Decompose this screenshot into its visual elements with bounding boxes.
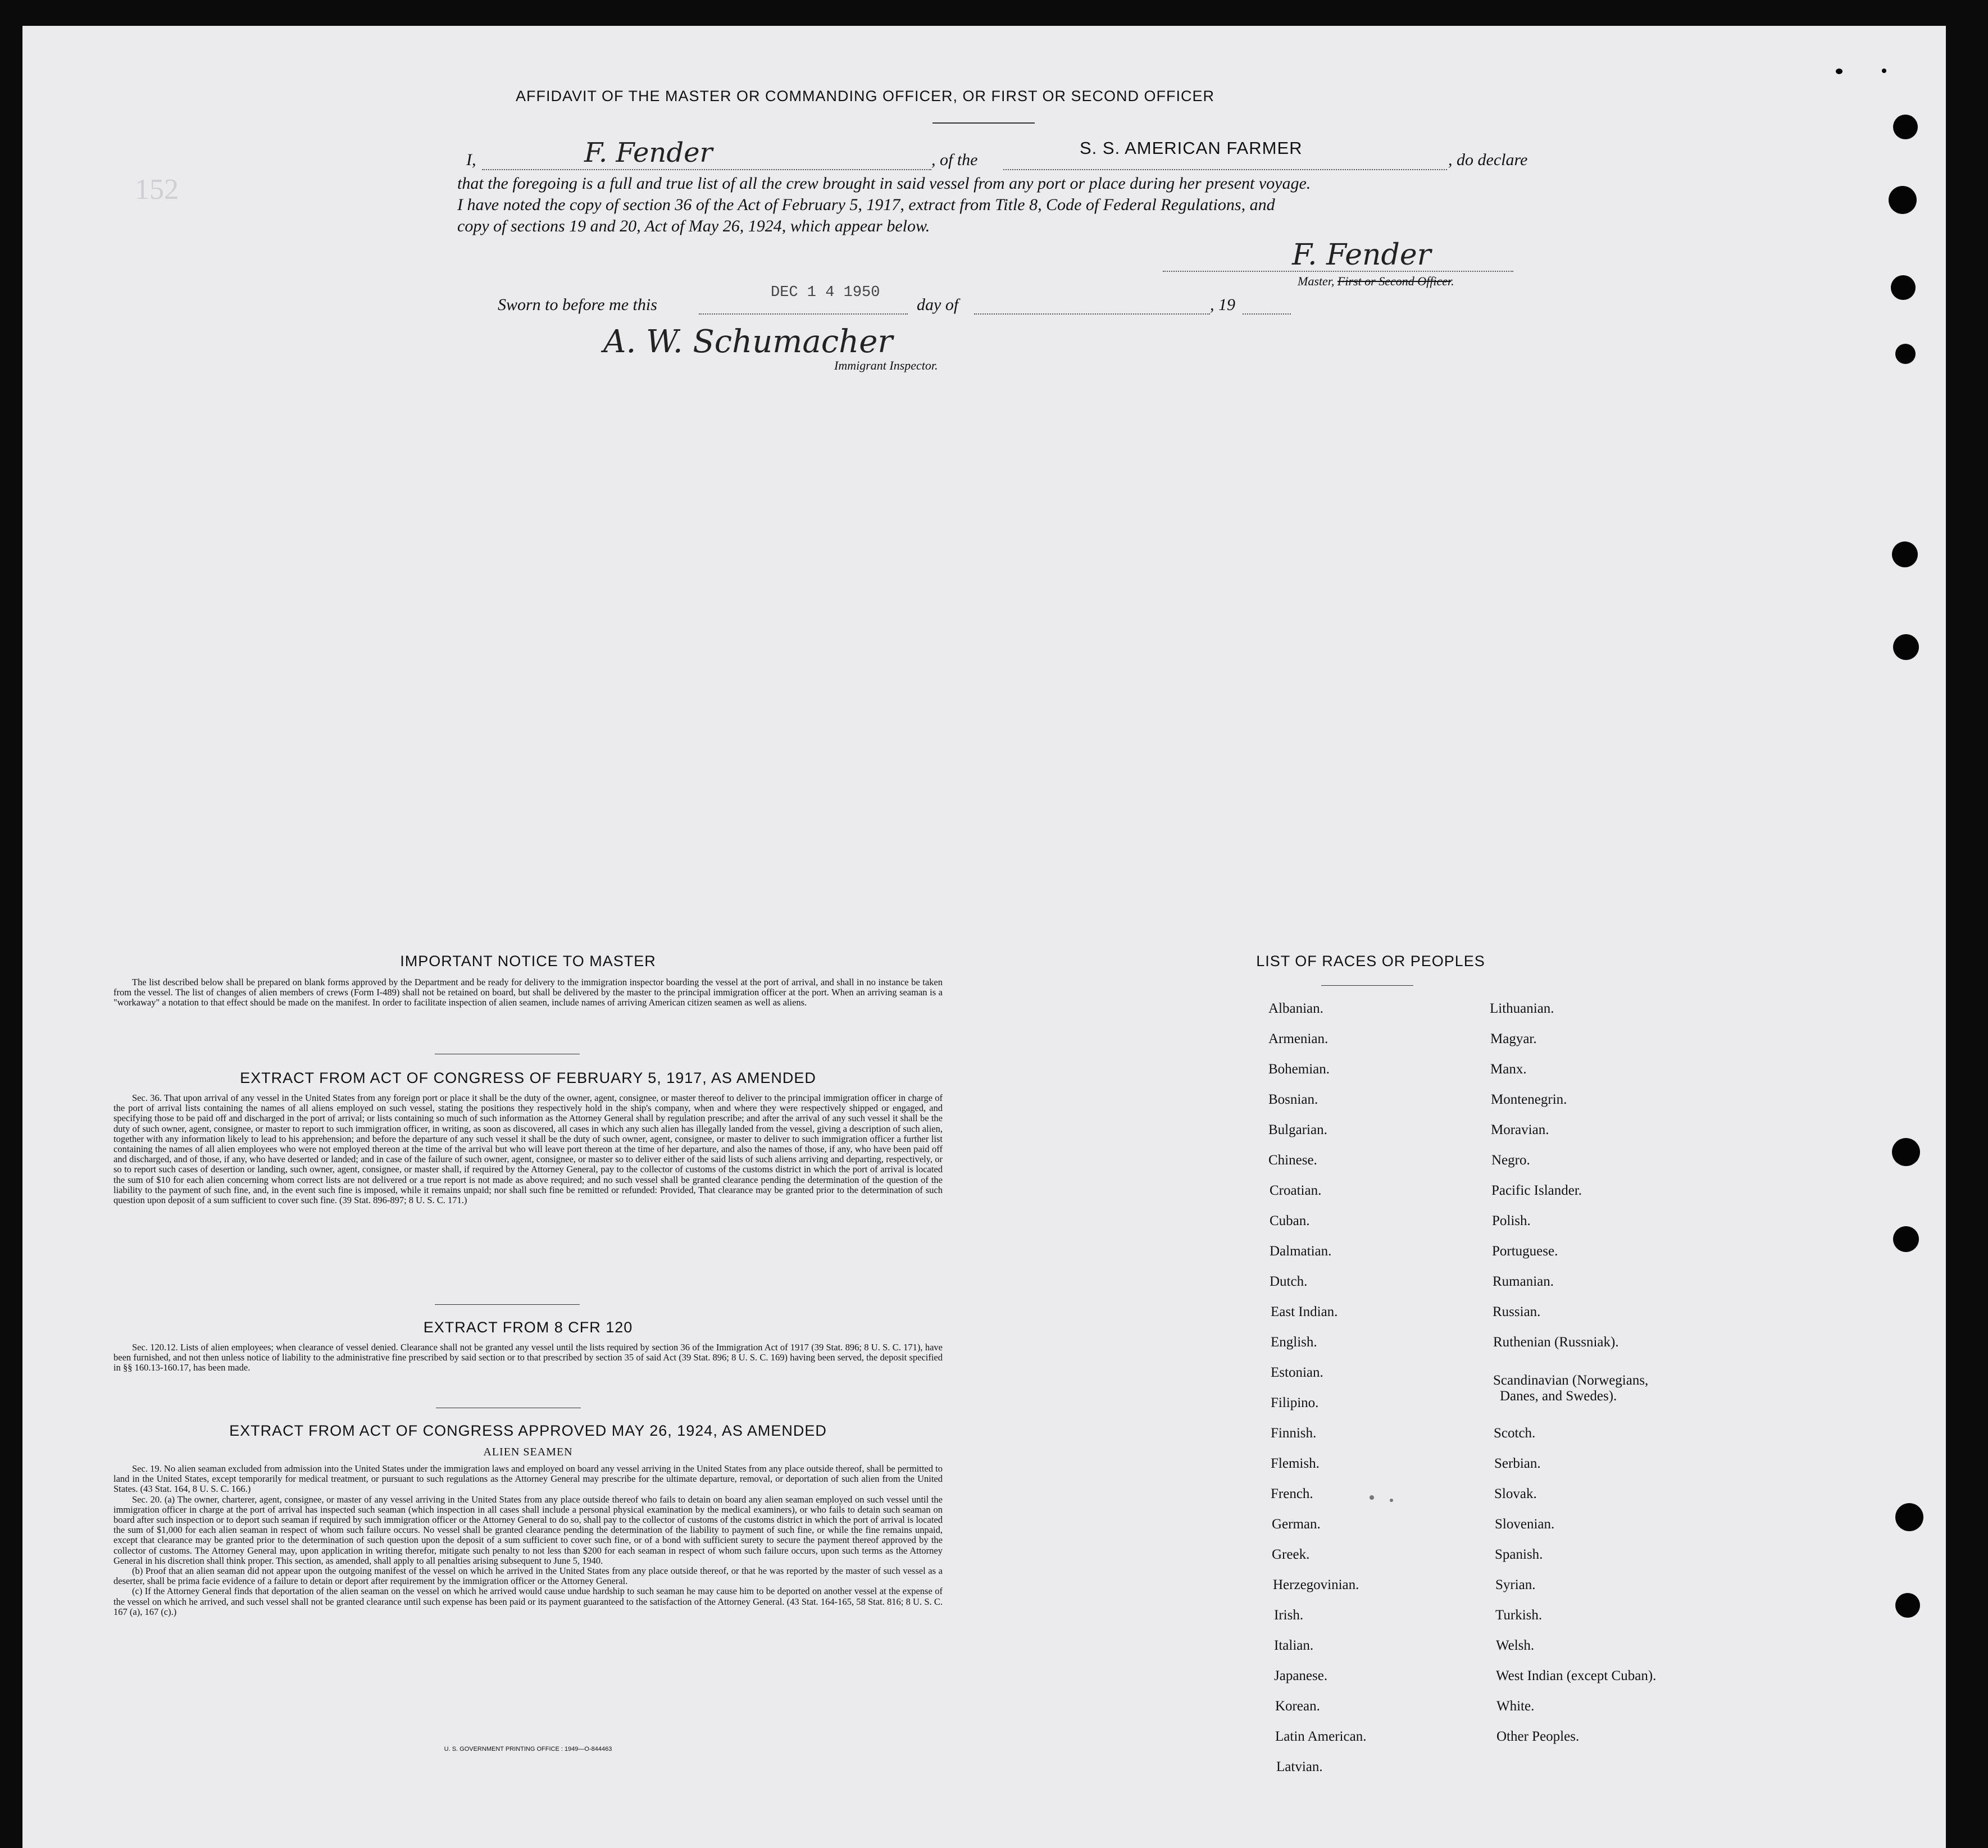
inspector-signature: A. W. Schumacher xyxy=(603,324,893,360)
extract-1917-text: Sec. 36. That upon arrival of any vessel in the United States from any foreign port or place it shall be the duty of the owner, agent, consignee, or master thereof to deliver to the principal immigration officer in charge of the port of arrival lists containing the names of all aliens employed on such vessel, stating the positions they respectively hold in the ship's company, when and where they were respectively shipped or engaged, and specifying those to be paid off and discharged in the port of arrival; or lists containing so much of such information as the Attorney General shall by regulation prescribe; and after the arrival of any such vessel it shall be the duty of such owner, agent, consignee, or master to report to such immigration officer, in writing, as soon as discovered, all cases in which any such alien has illegally landed from the vessel, giving a description of such alien, together with any information likely to lead to his apprehension; and before the departure of any such vessel it shall be the duty of such owner, agent, consignee, or master to deliver to such immigration officer a further list containing the names of all alien employees who were not employed thereon at the time of the arrival but who will leave port thereon at the time of her departure, and also the names of those, if any, who have been paid off and discharged, and of those, if any, who have deserted or landed; and in case of the failure of such owner, agent, consignee, or master so to deliver either of the said lists of such aliens arriving and departing, respectively, or so to report such cases of desertion or landing, such owner, agent, consignee, or master shall, if required by the Attorney General, pay to the collector of customs of the customs district in which the port of arrival is located the sum of $10 for each alien concerning whom correct lists are not delivered or a true report is not made as above required; and no such vessel shall be granted clearance pending the determination of the question of the liability to the payment of such fine, and, in the event such fine is imposed, while it remains unpaid; nor shall such fine be remitted or refunded: Provided, That clearance may be granted prior to the determination of such question upon deposit of a sum sufficient to cover such fine. (39 Stat. 896-897; 8 U. S. C. 171.) xyxy=(113,1093,943,1206)
caption-period: . xyxy=(1451,274,1454,288)
punch-hole xyxy=(1895,1593,1920,1618)
race-item: Dutch. xyxy=(1270,1274,1308,1289)
do-declare-label: , do declare xyxy=(1448,151,1528,169)
punch-hole xyxy=(1895,344,1916,364)
year-label: , 19 xyxy=(1210,295,1235,314)
struck-officer-caption: First or Second Officer xyxy=(1337,274,1452,288)
race-item: Finnish. xyxy=(1271,1426,1317,1441)
affidavit-title: AFFIDAVIT OF THE MASTER OR COMMANDING OFFICER, OR FIRST OR SECOND OFFICER xyxy=(515,88,1215,104)
race-item: Danes, and Swedes). xyxy=(1500,1389,1617,1404)
race-item: Irish. xyxy=(1274,1608,1304,1623)
i-label: I, xyxy=(466,151,476,169)
notice-text: The list described below shall be prepared on blank forms approved by the Department and be ready for delivery to the immigration inspector boarding the vessel at the port of arrival, and shall in no instance be taken from the vessel. The list of changes of alien members of crews (Form I-489) shall not be retained on board, but shall be delivered by the master to the principal immigration officer at the port. When an arriving seaman is a "workaway" a notation to that effect should be made on the manifest. In order to facilitate inspection of alien seamen, include names of arriving American citizen seamen as well as aliens. xyxy=(113,977,943,1008)
section-rule xyxy=(435,1304,580,1305)
race-item: German. xyxy=(1272,1517,1321,1532)
race-item: Bulgarian. xyxy=(1268,1122,1327,1137)
printer-imprint: U. S. GOVERNMENT PRINTING OFFICE : 1949—O-844463 xyxy=(444,1746,612,1753)
month-line xyxy=(974,313,1210,315)
race-item: Cuban. xyxy=(1270,1213,1310,1228)
sec-20c-text: (c) If the Attorney General finds that deportation of the alien seaman on the vessel on which he arrived would cause undue hardship to such seaman he may cause him to be deported on another vessel at the expense of the vessel on which he arrived, and such vessel shall not be granted clearance until such expense has been paid or its payment guaranteed to the satisfaction of the Attorney General. (43 Stat. 164-165, 58 Stat. 816; 8 U. S. C. 167 (a), 167 (c).) xyxy=(113,1586,943,1617)
sec-20a-text: Sec. 20. (a) The owner, charterer, agent, consignee, or master of any vessel arriving in the United States from any place outside thereof who fails to detain on board any alien seaman employed on such vessel until the immigration officer in charge at the port of arrival has inspected such seaman (which inspection in all cases shall include a personal physical examination by the medical examiners), or who fails to detain such seaman on board after such inspection or to deport such seaman if required by such immigration officer or the Attorney General to do so, shall pay to the collector of customs of the customs district in which the port of arrival is located the sum of $1,000 for each alien seaman in respect of whom such failure occurs. No vessel shall be granted clearance pending the determination of the liability to payment of such fine, or while the fine remains unpaid, except that clearance may be granted prior to the determination of such question upon the deposit of a sum sufficient to cover such fine, or of a bond with sufficient surety to secure the payment thereof approved by the collector of customs. The Attorney General may, upon application in writing therefor, mitigate such penalty to not less than $200 for each seaman in respect of whom such failure occurs, upon such terms as the Attorney General in his discretion shall think proper. This section, as amended, shall apply to all penalties arising subsequent to June 5, 1940. xyxy=(113,1494,943,1566)
stray-mark xyxy=(1370,1495,1374,1500)
extract-1924-block xyxy=(113,1464,943,1617)
race-item: Albanian. xyxy=(1268,1001,1323,1016)
race-item: Flemish. xyxy=(1271,1456,1320,1471)
signature-caption xyxy=(1298,274,1454,289)
races-title-rule xyxy=(1321,985,1413,986)
race-item: Slovak. xyxy=(1494,1486,1537,1501)
race-item: Spanish. xyxy=(1495,1547,1543,1562)
edge-mark xyxy=(1882,69,1886,73)
race-item: Korean. xyxy=(1275,1699,1320,1714)
race-item: Lithuanian. xyxy=(1490,1001,1554,1016)
race-item: East Indian. xyxy=(1271,1304,1338,1319)
alien-seamen-subtitle: ALIEN SEAMEN xyxy=(483,1446,573,1458)
race-item: Portuguese. xyxy=(1492,1244,1558,1259)
affidavit-body-line-1: that the foregoing is a full and true list of all the crew brought in said vessel from any port or place during her present voyage. xyxy=(457,174,1311,193)
race-item: Bohemian. xyxy=(1268,1062,1330,1077)
notice-text-block xyxy=(113,977,943,1008)
races-title: LIST OF RACES OR PEOPLES xyxy=(1256,953,1485,969)
day-of-label: day of xyxy=(917,295,959,314)
year-line xyxy=(1243,313,1291,315)
name-line xyxy=(482,169,931,170)
race-item: White. xyxy=(1496,1699,1535,1714)
race-item: West Indian (except Cuban). xyxy=(1496,1668,1657,1683)
sworn-date-line xyxy=(699,313,908,315)
extract-1924-title: EXTRACT FROM ACT OF CONGRESS APPROVED MAY 26, 1924, AS AMENDED xyxy=(229,1422,827,1439)
extract-1917-title: EXTRACT FROM ACT OF CONGRESS OF FEBRUARY 5, 1917, AS AMENDED xyxy=(240,1069,816,1086)
race-item: Manx. xyxy=(1490,1062,1527,1077)
punch-hole xyxy=(1892,541,1918,567)
punch-hole xyxy=(1893,1226,1919,1252)
extract-cfr-text: Sec. 120.12. Lists of alien employees; when clearance of vessel denied. Clearance shall not be granted any vessel until the lists required by section 36 of the Immigration Act of 1917 (39 Stat. 896; 8 U. S. C. 171), have been furnished, and not then unless notice of liability to the administrative fine prescribed by said section or to that prescribed by section 35 of said Act (39 Stat. 896; 8 U. S. C. 169) having been served, the deposit specified in §§ 160.13-160.17, has been made. xyxy=(113,1342,943,1373)
race-item: Negro. xyxy=(1491,1153,1530,1168)
vessel-name: S. S. AMERICAN FARMER xyxy=(1080,138,1303,158)
race-item: French. xyxy=(1271,1486,1313,1501)
date-stamp: DEC 1 4 1950 xyxy=(771,284,880,301)
race-item: English. xyxy=(1271,1335,1317,1350)
race-item: Japanese. xyxy=(1274,1668,1328,1683)
margin-page-number: 152 xyxy=(135,174,179,206)
document-page xyxy=(22,26,1946,1848)
race-item: Bosnian. xyxy=(1268,1092,1318,1107)
punch-hole xyxy=(1893,115,1918,139)
race-item: Ruthenian (Russniak). xyxy=(1493,1335,1619,1350)
race-item: Russian. xyxy=(1493,1304,1541,1319)
race-item: Herzegovinian. xyxy=(1273,1577,1359,1592)
race-item: Armenian. xyxy=(1268,1031,1329,1046)
of-the-label: , of the xyxy=(931,151,978,169)
race-item: Magyar. xyxy=(1490,1031,1537,1046)
race-item: Dalmatian. xyxy=(1270,1244,1332,1259)
punch-hole xyxy=(1891,275,1916,300)
race-item: Rumanian. xyxy=(1493,1274,1554,1289)
race-item: Pacific Islander. xyxy=(1491,1183,1582,1198)
vessel-line xyxy=(1003,169,1447,170)
race-item: Turkish. xyxy=(1495,1608,1543,1623)
affidavit-body-line-2: I have noted the copy of section 36 of the Act of February 5, 1917, extract from Title 8, Code of Federal Regulations, and xyxy=(457,195,1275,214)
extract-1917-block xyxy=(113,1093,943,1205)
affidavit-body-line-3: copy of sections 19 and 20, Act of May 26, 1924, which appear below. xyxy=(457,217,930,235)
race-item: Filipino. xyxy=(1271,1395,1319,1410)
race-item: Moravian. xyxy=(1491,1122,1549,1137)
race-item: Polish. xyxy=(1492,1213,1531,1228)
race-item: Scandinavian (Norwegians, xyxy=(1493,1373,1649,1388)
inspector-caption: Immigrant Inspector. xyxy=(834,358,938,372)
race-item: Estonian. xyxy=(1271,1365,1323,1380)
extract-cfr-title: EXTRACT FROM 8 CFR 120 xyxy=(423,1319,633,1336)
race-item: Italian. xyxy=(1274,1638,1314,1653)
race-item: Croatian. xyxy=(1270,1183,1322,1198)
punch-hole xyxy=(1889,186,1917,214)
race-item: Serbian. xyxy=(1494,1456,1541,1471)
punch-hole xyxy=(1895,1503,1923,1531)
sec-19-text: Sec. 19. No alien seaman excluded from admission into the United States under the immigration laws and employed on board any vessel arriving in the United States from any place outside thereof, shall be permitted to land in the United States, except temporarily for medical treatment, or pursuant to such regulations as the Attorney General may prescribe for the ultimate departure, removal, or deportation of such alien from the United States. (43 Stat. 164, 8 U. S. C. 166.) xyxy=(113,1463,943,1495)
title-rule xyxy=(932,122,1035,124)
master-caption: Master, xyxy=(1298,274,1335,288)
race-item: Slovenian. xyxy=(1495,1517,1555,1532)
race-item: Latin American. xyxy=(1275,1729,1367,1744)
race-item: Montenegrin. xyxy=(1491,1092,1567,1107)
sec-20b-text: (b) Proof that an alien seaman did not appear upon the outgoing manifest of the vessel on which he arrived in the United States from any place outside thereof, or that he was reported by the master of such vessel as a deserter, shall be prima facie evidence of a failure to detain or deport after requirement by the immigration officer or the Attorney General. xyxy=(113,1565,943,1587)
punch-hole xyxy=(1892,1138,1920,1166)
sworn-label: Sworn to before me this xyxy=(498,295,657,314)
extract-cfr-block xyxy=(113,1342,943,1373)
race-item: Welsh. xyxy=(1496,1638,1535,1653)
edge-mark xyxy=(1836,69,1843,74)
notice-title: IMPORTANT NOTICE TO MASTER xyxy=(400,953,656,969)
race-item: Greek. xyxy=(1272,1547,1310,1562)
officer-name-handwritten: F. Fender xyxy=(584,137,713,169)
punch-hole xyxy=(1893,634,1919,660)
stray-mark xyxy=(1390,1499,1393,1502)
race-item: Latvian. xyxy=(1276,1759,1323,1774)
race-item: Other Peoples. xyxy=(1496,1729,1580,1744)
race-item: Chinese. xyxy=(1268,1153,1317,1168)
race-item: Syrian. xyxy=(1495,1577,1536,1592)
race-item: Scotch. xyxy=(1494,1426,1536,1441)
master-signature: F. Fender xyxy=(1292,238,1431,272)
